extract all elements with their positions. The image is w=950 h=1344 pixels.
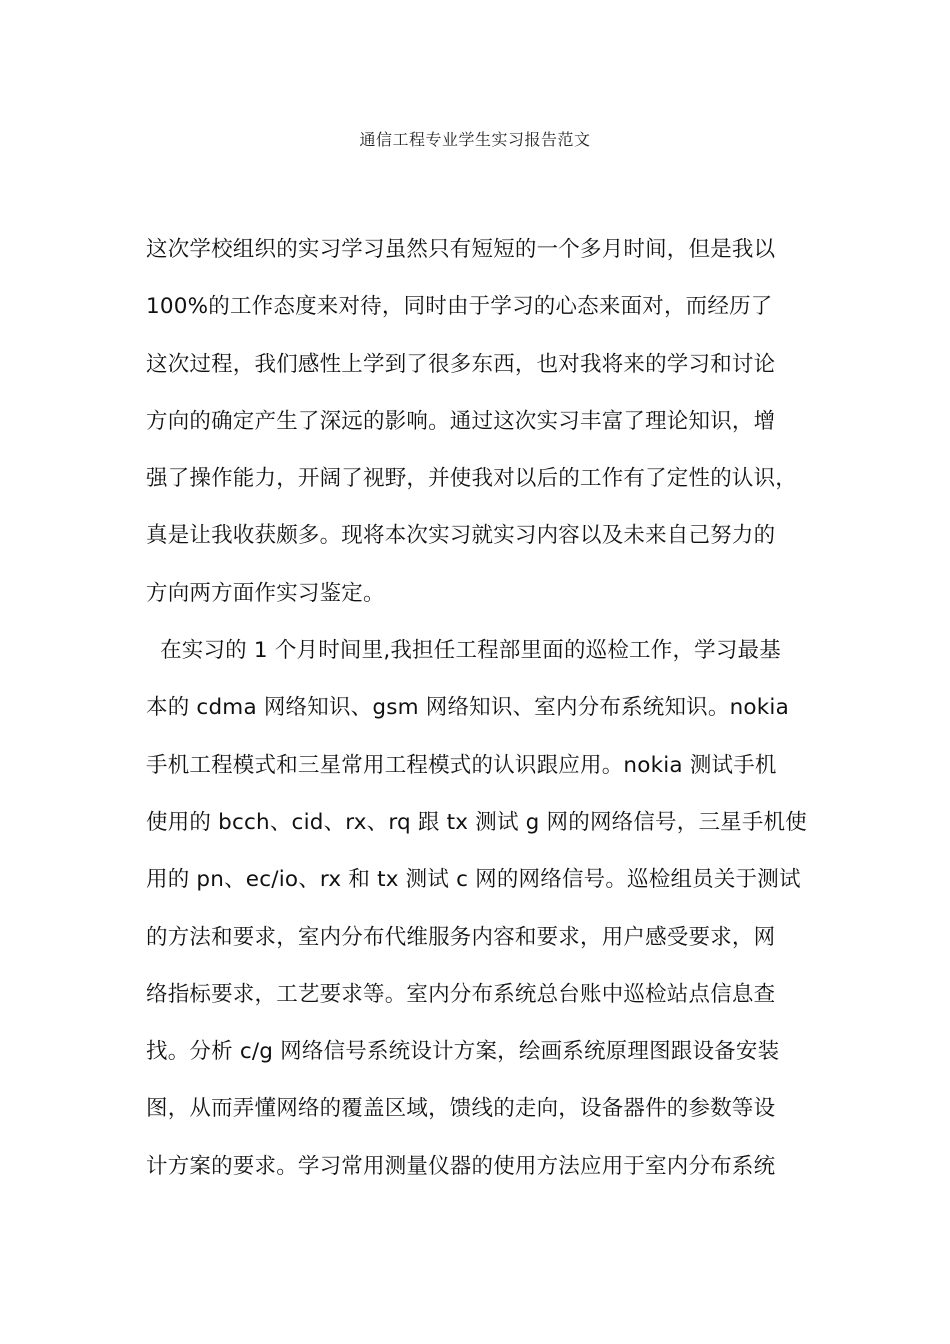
- text-line: 100%的工作态度来对待，同时由于学习的心态来面对，而经历了: [146, 294, 773, 320]
- text-line: 图，从而弄懂网络的覆盖区域，馈线的走向，设备器件的参数等设: [146, 1096, 776, 1122]
- text-line: 计方案的要求。学习常用测量仪器的使用方法应用于室内分布系统: [146, 1153, 776, 1179]
- text-line: 络指标要求，工艺要求等。室内分布系统总台账中巡检站点信息查: [146, 981, 776, 1007]
- text-line: 这次过程，我们感性上学到了很多东西，也对我将来的学习和讨论: [146, 351, 776, 377]
- document-body: [146, 228, 816, 1202]
- text-line: 强了操作能力，开阔了视野，并使我对以后的工作有了定性的认识，: [146, 466, 798, 492]
- document-title: 通信工程专业学生实习报告范文: [359, 130, 591, 149]
- text-line: 手机工程模式和三星常用工程模式的认识跟应用。nokia 测试手机: [146, 752, 777, 778]
- text-line: 用的 pn、ec/io、rx 和 tx 测试 c 网的网络信号。巡检组员关于测试: [146, 867, 801, 893]
- text-line: 这次学校组织的实习学习虽然只有短短的一个多月时间，但是我以: [146, 237, 776, 262]
- text-line: 在实习的 1 个月时间里,我担任工程部里面的巡检工作，学习最基: [146, 638, 781, 664]
- text-line: 找。分析 c/g 网络信号系统设计方案，绘画系统原理图跟设备安装: [146, 1039, 780, 1065]
- text-line: 方向两方面作实习鉴定。: [146, 580, 385, 606]
- text-line: 使用的 bcch、cid、rx、rq 跟 tx 测试 g 网的网络信号，三星手机使: [146, 809, 807, 835]
- text-line: 方向的确定产生了深远的影响。通过这次实习丰富了理论知识，增: [146, 408, 776, 434]
- text-line: 本的 cdma 网络知识、gsm 网络知识、室内分布系统知识。nokia: [146, 695, 789, 721]
- text-line: 真是让我收获颇多。现将本次实习就实习内容以及未来自己努力的: [146, 523, 776, 549]
- text-line: 的方法和要求，室内分布代维服务内容和要求，用户感受要求，网: [146, 924, 776, 950]
